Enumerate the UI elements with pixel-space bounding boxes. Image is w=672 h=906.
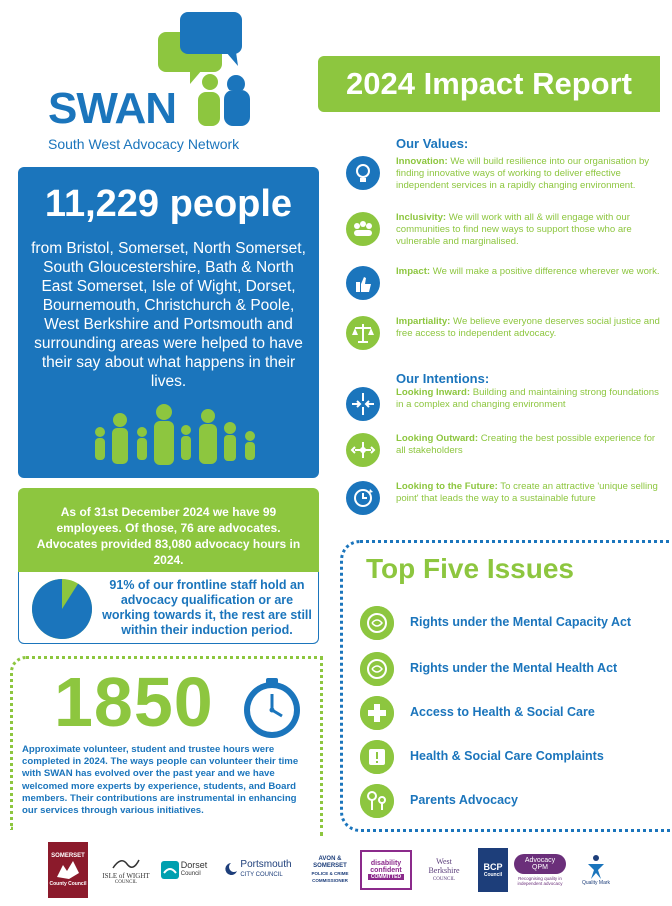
report-title: 2024 Impact Report <box>318 56 660 112</box>
issue-icon-wrap <box>360 784 394 818</box>
value-icon-wrap <box>346 433 380 467</box>
clock-icon <box>240 676 304 740</box>
item-body: To create an attractive 'unique selling point' that leads the way to a sustainable future <box>396 481 658 504</box>
item-body: We will build resilience into our organisation by finding innovative ways of working to deliver effective independent services in a rapidly changing environment. <box>396 156 650 191</box>
issue-icon-wrap <box>360 740 394 774</box>
item-text <box>396 212 666 248</box>
volunteer-hours-number: 1850 <box>54 663 214 741</box>
top-issues-heading: Top Five Issues <box>366 553 574 584</box>
somerset-logo: SOMERSET County Council <box>48 842 88 898</box>
item-lead: Looking to the Future: <box>396 481 498 492</box>
logo-subtitle: South West Advocacy Network <box>48 136 240 152</box>
swan-logo <box>40 10 280 160</box>
arrows-outward-icon <box>346 433 380 467</box>
item-text <box>396 316 666 340</box>
value-icon-wrap <box>346 481 380 515</box>
staff-panel: As of 31st December 2024 we have 99 employees. Of those, 76 are advocates. Advocates provided 83,080 advocacy hours in 2024. <box>18 488 319 572</box>
isle-of-wight-logo: ISLE of WIGHT COUNCIL <box>102 842 150 898</box>
item-body: We will make a positive difference wherever we work. <box>430 266 660 277</box>
qualification-pie-chart <box>31 578 93 640</box>
cross-icon <box>360 696 394 730</box>
brain-icon <box>360 652 394 686</box>
people-count: 11,229 people <box>44 183 293 225</box>
logo-word: SWAN <box>48 84 176 133</box>
partner-logos <box>48 842 628 902</box>
issue-label: Health & Social Care Complaints <box>410 749 604 763</box>
people-icon <box>346 212 380 246</box>
portsmouth-logo: Portsmouth CITY COUNCIL <box>216 842 300 898</box>
wight-wave-icon <box>111 856 141 872</box>
people-figures-icon <box>192 90 262 130</box>
item-body: Building and maintaining strong foundations in a complex and changing environment <box>396 387 659 410</box>
value-icon-wrap <box>346 156 380 190</box>
bcp-council-logo: BCP Council <box>478 848 508 892</box>
reach-panel <box>18 167 319 478</box>
item-text <box>396 156 666 192</box>
scales-icon <box>346 316 380 350</box>
reach-description: from Bristol, Somerset, North Somerset, South Gloucestershire, Bath & North East Somerset, Isle of Wight, Dorset, Bournemouth, Christchurch & Poole, West Berkshire and Portsmouth and surrounding areas were helped to have their say about what happens in their lives. <box>31 240 306 390</box>
disability-confident-logo: disability confident COMMITTED <box>360 850 412 890</box>
lightbulb-icon <box>346 156 380 190</box>
advocacy-qpm-logo: Advocacy QPM Recognising quality in independent advocacy <box>514 842 566 898</box>
issue-icon-wrap <box>360 606 394 640</box>
item-lead: Inclusivity: <box>396 212 447 223</box>
item-lead: Innovation: <box>396 156 448 167</box>
item-body: Creating the best possible experience for all stakeholders <box>396 433 656 456</box>
clock-forward-icon <box>346 481 380 515</box>
star-crescent-icon <box>224 862 238 878</box>
item-text <box>396 481 666 505</box>
item-body: We will work with all & will engage with our communities to find new ways to support those who are vulnerable and marginalised. <box>396 212 632 247</box>
brain-icon <box>360 606 394 640</box>
volunteer-description: Approximate volunteer, student and trustee hours were completed in 2024. The ways people can volunteer their time with SWAN has evolved over the past year and we have welcomed more experts by experience, students, and Board members. Their contributions are instrumental in enhancing our services through various initiatives. <box>22 744 299 817</box>
issue-label: Rights under the Mental Health Act <box>410 661 618 675</box>
speech-bubbles-icon <box>40 10 280 90</box>
issue-label: Rights under the Mental Capacity Act <box>410 615 632 629</box>
issue-item <box>360 784 660 820</box>
thumbs-up-icon <box>346 266 380 300</box>
value-icon-wrap <box>346 316 380 350</box>
family-icon <box>88 402 258 472</box>
issue-label: Parents Advocacy <box>410 793 518 807</box>
issue-icon-wrap <box>360 696 394 730</box>
qualification-text: 91% of our frontline staff hold an advocacy qualification or are working towards it, the rest are still within their induction period. <box>102 578 312 637</box>
value-icon-wrap <box>346 266 380 300</box>
item-text <box>396 266 666 278</box>
pie-slice-qualified <box>32 579 92 639</box>
volunteer-panel-divider <box>320 656 323 836</box>
issue-item <box>360 606 660 642</box>
value-icon-wrap <box>346 212 380 246</box>
star-person-icon <box>587 854 605 880</box>
issue-label: Access to Health & Social Care <box>410 705 595 719</box>
quality-mark-logo: Quality Mark <box>574 842 618 898</box>
avon-somerset-pcc-logo: AVON & SOMERSET POLICE & CRIME COMMISSIONER <box>311 856 349 883</box>
item-text <box>396 433 666 457</box>
issue-item <box>360 740 660 776</box>
dorset-mark-icon <box>161 861 179 879</box>
item-lead: Impact: <box>396 266 431 277</box>
item-text <box>396 387 666 411</box>
arrows-inward-icon <box>346 387 380 421</box>
west-berkshire-logo: West Berkshire COUNCIL <box>428 856 460 882</box>
item-lead: Looking Inward: <box>396 387 471 398</box>
intentions-heading: Our Intentions: <box>396 371 490 386</box>
dragon-icon <box>55 859 81 881</box>
item-body: We believe everyone deserves social justice and free access to independent advocacy. <box>396 316 660 339</box>
value-icon-wrap <box>346 387 380 421</box>
qualification-panel <box>18 572 319 644</box>
issue-icon-wrap <box>360 652 394 686</box>
exclamation-icon <box>360 740 394 774</box>
item-lead: Looking Outward: <box>396 433 479 444</box>
issue-item <box>360 696 660 732</box>
parent-child-icon <box>360 784 394 818</box>
issue-item <box>360 652 660 688</box>
item-lead: Impartiality: <box>396 316 451 327</box>
values-heading: Our Values: <box>396 136 469 151</box>
dorset-logo: Dorset Council <box>154 842 214 898</box>
